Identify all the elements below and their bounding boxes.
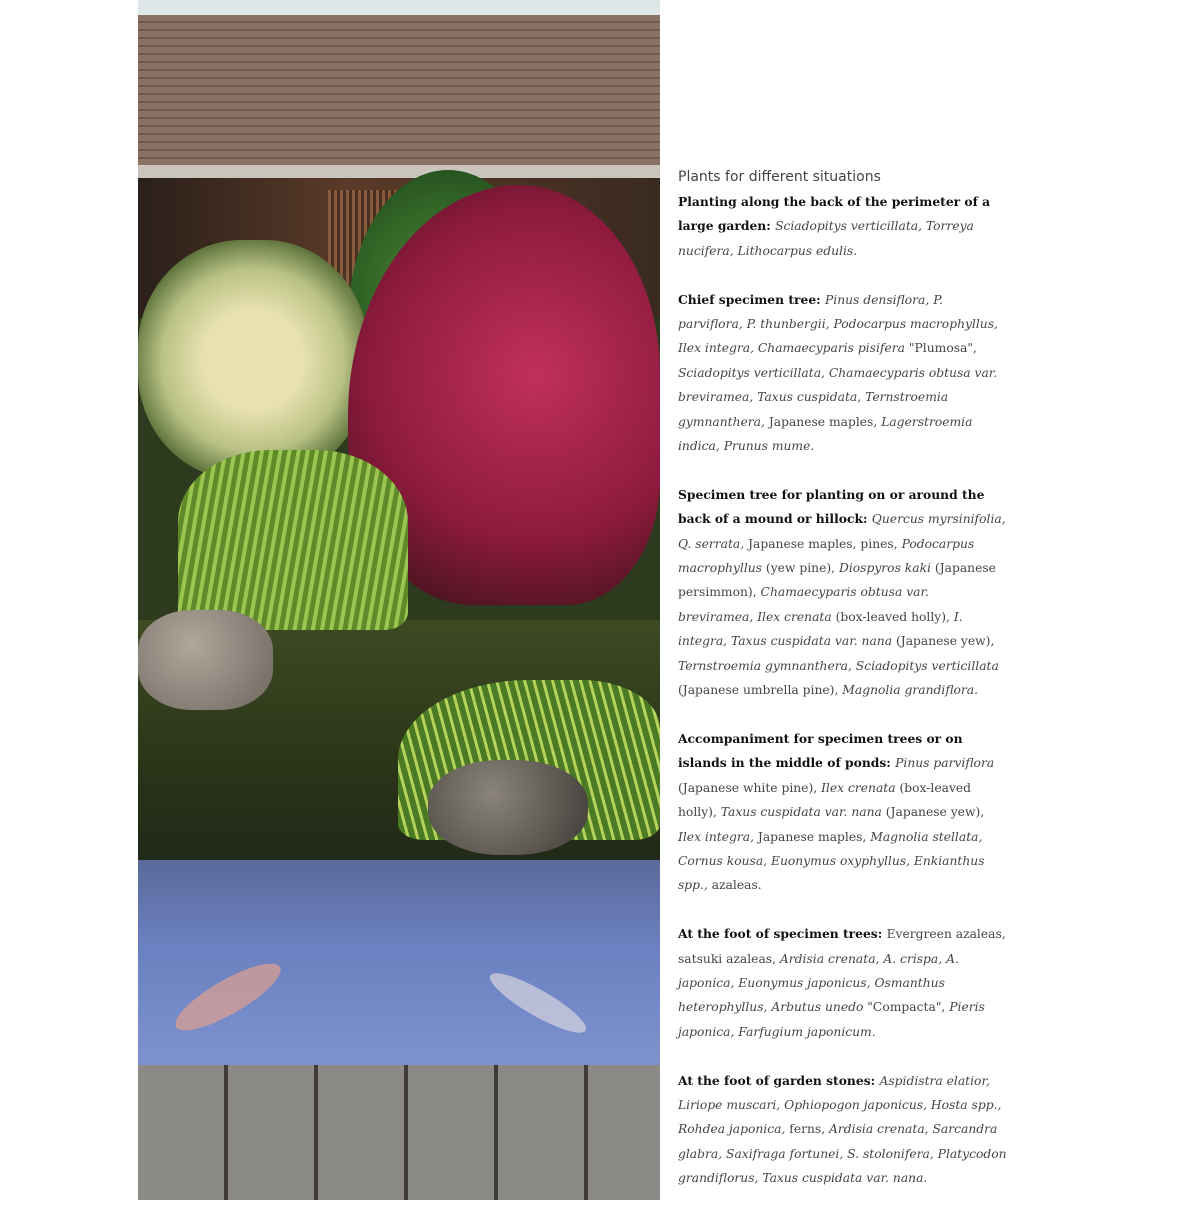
plant-names: (yew pine),	[765, 561, 839, 576]
plant-names: Quercus myrsinifolia, Q. serrata,	[678, 512, 1006, 551]
paragraph-lead: Chief specimen tree:	[678, 291, 825, 307]
plant-names: Chamaecyparis obtusa var. breviramea, Ilex crenata	[678, 585, 929, 624]
plant-paragraph	[678, 1069, 1008, 1191]
plant-paragraph	[678, 922, 1008, 1044]
plant-names: Podocarpus macrophyllus	[678, 536, 975, 576]
plant-names: Evergreen azaleas, satsuki azaleas,	[678, 927, 1006, 966]
plant-names: (Japanese umbrella pine),	[678, 683, 843, 698]
plant-names: (Japanese persimmon),	[678, 561, 996, 600]
plant-paragraph	[678, 483, 1008, 703]
plant-names: (Japanese yew),	[895, 634, 995, 649]
plant-names: Ilex crenata	[821, 780, 900, 795]
plant-paragraph	[678, 727, 1008, 898]
plant-names: Aspidistra elatior, Liriope muscari, Ophiopogon japonicus, Hosta spp., Rohdea japonica,	[678, 1073, 1002, 1137]
plant-names: Ardisia crenata, A. crispa, A. japonica, Euonymus japonicus, Osmanthus heterophyllus, Arbutus unedo	[678, 951, 959, 1015]
plant-names: (Japanese yew),	[885, 805, 985, 820]
plant-names: "Plumosa",	[908, 341, 977, 356]
paragraph-lead: Planting along the back of the perimeter of a large garden:	[678, 194, 991, 234]
plant-paragraphs	[678, 190, 1008, 1191]
paragraph-lead: At the foot of garden stones:	[678, 1072, 880, 1088]
plant-names: Japanese maples,	[757, 829, 871, 844]
plant-names: ferns,	[789, 1122, 830, 1137]
paragraph-lead: At the foot of specimen trees:	[678, 926, 887, 942]
plant-names: Magnolia grandiflora.	[842, 683, 979, 698]
plant-names: (box-leaved holly),	[835, 609, 954, 624]
plant-names: Ternstroemia gymnanthera, Sciadopitys verticillata	[678, 658, 999, 673]
plant-names: "Compacta",	[867, 1000, 950, 1015]
plant-names: Pinus parviflora	[895, 756, 995, 771]
plant-names: Diospyros kaki	[838, 561, 935, 576]
plant-names: Sciadopitys verticillata, Chamaecyparis obtusa var. breviramea, Taxus cuspidata, Ternstroemia gymnanthera,	[678, 365, 998, 429]
plant-names: Magnolia stellata, Cornus kousa, Euonymus oxyphyllus, Enkianthus spp.,	[678, 829, 985, 893]
plant-names: Pieris japonica, Farfugium japonicum.	[678, 1000, 985, 1039]
plant-names: Ardisia crenata, Sarcandra glabra, Saxifraga fortunei, S. stolonifera, Platycodon grandiflorus, Taxus cuspidata var. nana.	[678, 1122, 1007, 1186]
plant-names: Ilex integra,	[678, 829, 758, 844]
plant-paragraph	[678, 190, 1008, 263]
plant-names: Japanese maples,	[768, 414, 882, 429]
plant-names: Japanese maples, pines,	[748, 536, 902, 551]
plant-names: (box-leaved holly),	[678, 780, 972, 820]
plant-names: Taxus cuspidata var. nana	[720, 805, 886, 820]
plant-paragraph	[678, 288, 1008, 459]
plant-names: Pinus densiflora, P. parviflora, P. thunbergii, Podocarpus macrophyllus, Ilex integra, Chamaecyparis pisifera	[678, 292, 998, 356]
plant-list-column	[678, 166, 1008, 1215]
paragraph-lead: Accompaniment for specimen trees or on islands in the middle of ponds:	[678, 730, 963, 771]
paragraph-lead: Specimen tree for planting on or around the back of a mound or hillock:	[678, 486, 985, 527]
plant-names: Sciadopitys verticillata, Torreya nucifera, Lithocarpus edulis.	[678, 219, 974, 258]
section-heading: Plants for different situations	[678, 169, 881, 185]
plant-names: azaleas.	[711, 878, 762, 893]
plant-names: (Japanese white pine),	[678, 780, 822, 795]
garden-pond-photo	[138, 0, 660, 1200]
plant-names: I. integra, Taxus cuspidata var. nana	[678, 609, 963, 649]
plant-names: Lagerstroemia indica, Prunus mume.	[678, 414, 973, 454]
